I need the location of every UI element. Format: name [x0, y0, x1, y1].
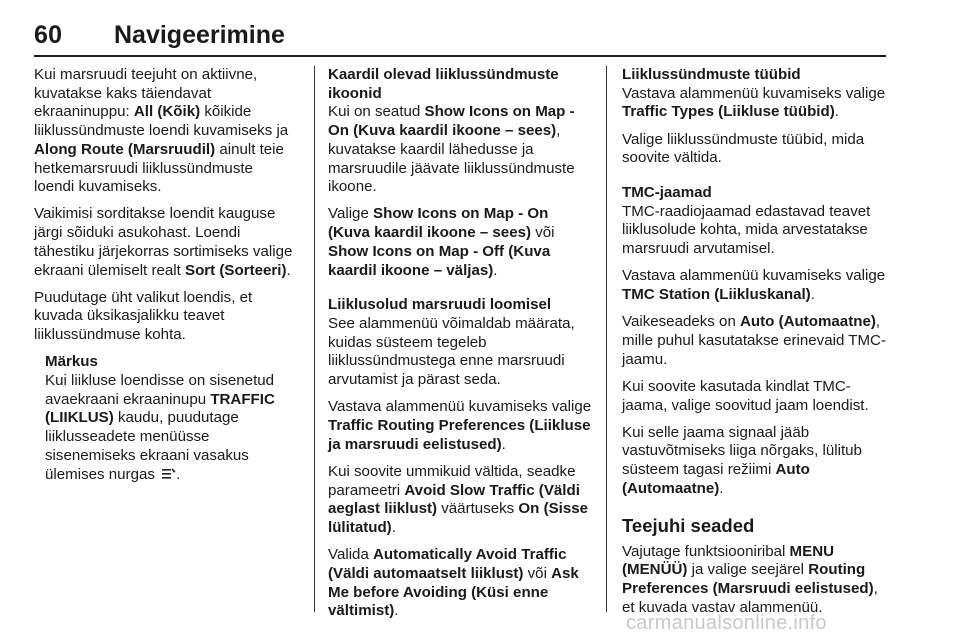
paragraph: Vastava alammenüü kuvamiseks valige Traffic Routing Preferences (Liikluse ja marsruudi eelistused). — [328, 398, 592, 453]
paragraph: Vajutage funktsiooniribal MENU (MENÜÜ) ja valige seejärel Routing Preferences (Marsruudi eelistused), et kuvada vastav alammenüü. — [622, 542, 878, 616]
column-divider-1 — [314, 66, 315, 612]
paragraph: Puudutage üht valikut loendis, et kuvada üksikasjalikku teavet liiklussündmuse kohta. — [34, 288, 253, 344]
note-title: Märkus — [45, 353, 98, 371]
paragraph: Kui soovite kasutada kindlat TMC-jaama, valige soovitud jaam loendist. — [622, 377, 869, 414]
paragraph: Kui selle jaama signaal jääb vastuvõtmiseks liiga nõrgaks, lülitub süsteem tagasi režiimi Auto (Automaatne). — [622, 423, 862, 497]
paragraph: Kui on seatud Show Icons on Map - On (Kuva kaardil ikoone – sees), kuvatakse kaardil lähedusse ja marsruudile jäävate liiklussündmuste ikoone. — [328, 103, 575, 196]
paragraph: Vaikimisi sorditakse loendit kauguse järgi sõiduki asukohast. Loendi tähestiku järjekorras sortimiseks valige ekraani ülemiselt realt Sort (Sorteeri). — [34, 205, 293, 279]
paragraph: See alammenüü võimaldab määrata, kuidas süsteem tegeleb liiklussündmustega enne marsruudi arvutamist ja pärast seda. — [328, 314, 575, 389]
watermark: carmanualsonline.info — [626, 612, 827, 634]
page-header — [34, 21, 886, 55]
section-title: Navigeerimine — [114, 21, 285, 49]
subheading: Liiklussündmuste tüübid — [622, 66, 801, 83]
note-text: Kui liikluse loendisse on sisenetud avaekraani ekraaninupu TRAFFIC (LIIKLUS) kaudu, puudutage liiklusseadete menüüsse sisenemiseks ekraani vasakus ülemises nurgas . — [45, 372, 296, 486]
subheading: Liiklusolud marsruudi loomisel — [328, 296, 552, 314]
paragraph: Vastava alammenüü kuvamiseks valige Traffic Types (Liikluse tüübid). — [622, 84, 886, 121]
paragraph: Vastava alammenüü kuvamiseks valige TMC Station (Liikluskanal). — [622, 267, 886, 304]
section-heading: Teejuhi seaded — [622, 514, 755, 536]
paragraph: Kui soovite ummikuid vältida, seadke parameetri Avoid Slow Traffic (Väldi aeglast liiklust) väärtuseks On (Sisse lülitatud). — [328, 462, 589, 536]
subheading: Kaardil olevad liiklussündmuste ikoonid — [328, 66, 559, 102]
column-2 — [328, 66, 594, 629]
menu-settings-icon — [162, 468, 176, 487]
column-divider-2 — [606, 66, 607, 612]
subheading: TMC-jaamad — [622, 184, 712, 202]
paragraph: Vaikeseadeks on Auto (Automaatne), mille puhul kasutatakse erinevaid TMC-jaamu. — [622, 313, 886, 368]
note-box — [34, 353, 296, 486]
paragraph: Kui marsruudi teejuht on aktiivne, kuvatakse kaks täiendavat ekraaninuppu: All (Kõik) kõikide liiklussündmuste loendi kuvamiseks ja Along Route (Marsruudil) ainult teie hetkemarsruudi liiklussündmuste loendi kuvamiseks. — [34, 66, 289, 196]
paragraph: Valida Automatically Avoid Traffic (Väldi automaatselt liiklust) või Ask Me before Avoiding (Küsi enne vältimist). — [328, 546, 579, 620]
paragraph: Valige Show Icons on Map - On (Kuva kaardil ikoone – sees) või Show Icons on Map - Off (Kuva kaardil ikoone – väljas). — [328, 205, 555, 279]
paragraph: TMC-raadiojaamad edastavad teavet liiklusolude kohta, mida arvestatakse marsruudi arvutamisel. — [622, 202, 871, 258]
header-rule — [34, 55, 886, 57]
page-number: 60 — [34, 21, 63, 49]
column-3 — [622, 66, 888, 626]
column-1 — [34, 66, 296, 486]
paragraph: Valige liiklussündmuste tüübid, mida soovite vältida. — [622, 130, 865, 167]
